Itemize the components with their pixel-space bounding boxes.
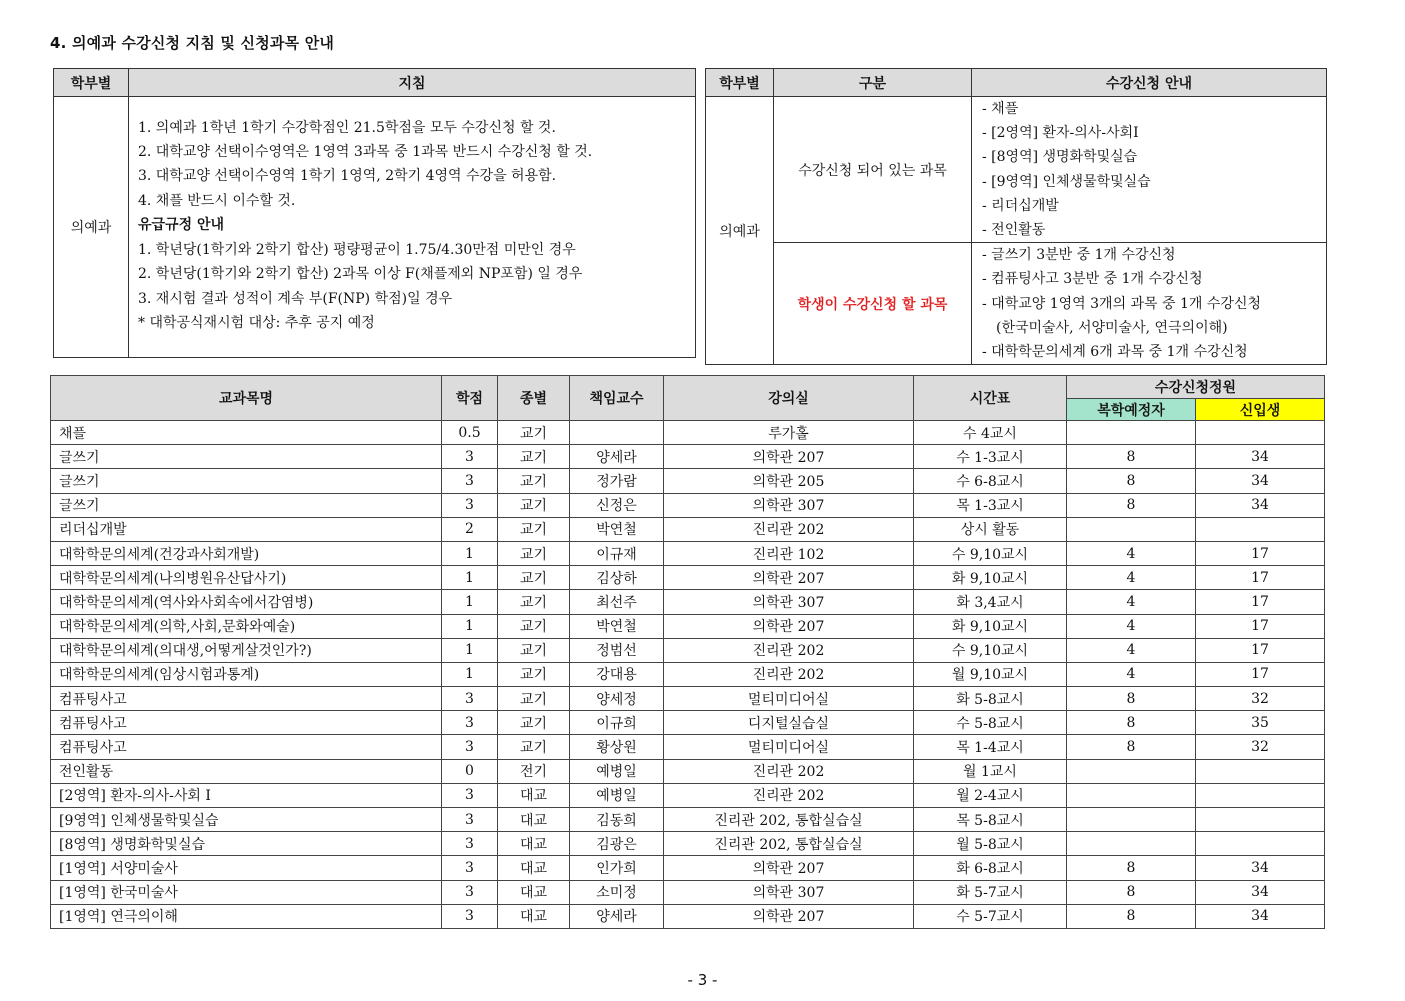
credits-cell: 3 [442, 856, 498, 880]
credits-cell: 1 [442, 662, 498, 686]
credits-cell: 3 [442, 880, 498, 904]
schedule-cell: 수 9,10교시 [914, 541, 1067, 565]
table-row [51, 711, 1325, 735]
professor-cell: 양세정 [570, 687, 664, 711]
section-title: 4. 의예과 수강신청 지침 및 신청과목 안내 [50, 34, 335, 52]
room-cell: 의학관 307 [664, 493, 914, 517]
room-cell: 진리관 202 [664, 638, 914, 662]
professor-cell: 박연철 [570, 517, 664, 541]
credits-cell: 1 [442, 566, 498, 590]
course-type-cell: 교기 [498, 566, 570, 590]
quota-returning-cell: 8 [1067, 711, 1196, 735]
quota-returning-cell [1067, 808, 1196, 832]
table-row [51, 735, 1325, 759]
header-room: 강의실 [664, 376, 914, 421]
room-cell: 진리관 202 [664, 783, 914, 807]
header-professor: 책임교수 [570, 376, 664, 421]
course-name-cell: 리더십개발 [51, 517, 442, 541]
room-cell: 의학관 307 [664, 590, 914, 614]
quota-freshman-cell: 17 [1196, 541, 1325, 565]
schedule-cell: 목 1-4교시 [914, 735, 1067, 759]
list-item: - 대학교양 1영역 3개의 과목 중 1개 수강신청 [982, 295, 1261, 312]
schedule-cell: 수 9,10교시 [914, 638, 1067, 662]
header-enrollment-guide: 수강신청 안내 [972, 69, 1327, 97]
professor-cell: 이규재 [570, 541, 664, 565]
enrollment-info-table [705, 68, 1327, 365]
table-row [51, 566, 1325, 590]
course-type-cell: 대교 [498, 783, 570, 807]
schedule-cell: 수 5-7교시 [914, 904, 1067, 928]
professor-cell: 정가람 [570, 469, 664, 493]
table-row [51, 445, 1325, 469]
course-type-cell: 전기 [498, 759, 570, 783]
schedule-cell: 화 9,10교시 [914, 566, 1067, 590]
course-type-cell: 대교 [498, 856, 570, 880]
room-cell: 진리관 202 [664, 759, 914, 783]
course-type-cell: 교기 [498, 687, 570, 711]
info-row-to-register [706, 243, 1327, 365]
room-cell: 의학관 207 [664, 856, 914, 880]
credits-cell: 3 [442, 711, 498, 735]
quota-returning-cell: 8 [1067, 493, 1196, 517]
course-name-cell: [8영역] 생명화학및실습 [51, 832, 442, 856]
schedule-cell: 월 5-8교시 [914, 832, 1067, 856]
course-name-cell: 컴퓨팅사고 [51, 735, 442, 759]
quota-freshman-cell: 35 [1196, 711, 1325, 735]
quota-returning-cell: 4 [1067, 662, 1196, 686]
schedule-cell: 화 6-8교시 [914, 856, 1067, 880]
list-item: - 글쓰기 3분반 중 1개 수강신청 [982, 247, 1176, 264]
professor-cell: 예병일 [570, 759, 664, 783]
quota-returning-cell [1067, 517, 1196, 541]
quota-freshman-cell [1196, 759, 1325, 783]
schedule-cell: 화 5-8교시 [914, 687, 1067, 711]
header-type: 종별 [498, 376, 570, 421]
list-item: - 전인활동 [982, 222, 1046, 239]
course-table-body [51, 421, 1325, 929]
table-row [51, 759, 1325, 783]
professor-cell: 인가희 [570, 856, 664, 880]
guideline-table [53, 68, 696, 358]
room-cell: 의학관 207 [664, 566, 914, 590]
table-row [51, 469, 1325, 493]
quota-returning-cell: 8 [1067, 880, 1196, 904]
professor-cell: 정범선 [570, 638, 664, 662]
course-type-cell: 교기 [498, 590, 570, 614]
credits-cell: 2 [442, 517, 498, 541]
list-item: (한국미술사, 서양미술사, 연극의이해) [996, 319, 1228, 336]
quota-freshman-cell: 17 [1196, 590, 1325, 614]
schedule-cell: 수 4교시 [914, 421, 1067, 445]
quota-freshman-cell: 17 [1196, 614, 1325, 638]
quota-freshman-cell [1196, 421, 1325, 445]
quota-freshman-cell: 17 [1196, 638, 1325, 662]
quota-freshman-cell: 17 [1196, 662, 1325, 686]
quota-freshman-cell: 34 [1196, 445, 1325, 469]
preregistered-course-list [972, 97, 1327, 243]
header-quota: 수강신청정원 [1067, 376, 1325, 399]
room-cell: 멀티미디어실 [664, 735, 914, 759]
guideline-line: 4. 채플 반드시 이수할 것. [138, 192, 296, 209]
header-schedule: 시간표 [914, 376, 1067, 421]
credits-cell: 3 [442, 808, 498, 832]
guideline-line: 3. 재시험 결과 성적이 계속 부(F(NP) 학점)일 경우 [138, 290, 453, 307]
credits-cell: 3 [442, 469, 498, 493]
schedule-cell: 수 6-8교시 [914, 469, 1067, 493]
quota-freshman-cell [1196, 517, 1325, 541]
info-row-preregistered [706, 97, 1327, 243]
schedule-cell: 월 2-4교시 [914, 783, 1067, 807]
course-name-cell: 컴퓨팅사고 [51, 711, 442, 735]
course-type-cell: 교기 [498, 662, 570, 686]
course-type-cell: 교기 [498, 517, 570, 541]
course-name-cell: 컴퓨팅사고 [51, 687, 442, 711]
room-cell: 멀티미디어실 [664, 687, 914, 711]
quota-returning-cell [1067, 759, 1196, 783]
quota-freshman-cell: 34 [1196, 904, 1325, 928]
professor-cell: 박연철 [570, 614, 664, 638]
course-name-cell: [1영역] 서양미술사 [51, 856, 442, 880]
course-name-cell: 대학학문의세계(임상시험과통계) [51, 662, 442, 686]
guideline-line: 3. 대학교양 선택이수영역 1학기 1영역, 2학기 4영역 수강을 허용함. [138, 168, 557, 185]
table-row [51, 590, 1325, 614]
course-type-cell: 대교 [498, 904, 570, 928]
credits-cell: 1 [442, 638, 498, 662]
info-header-row [706, 69, 1327, 97]
professor-cell: 강대용 [570, 662, 664, 686]
category-preregistered: 수강신청 되어 있는 과목 [774, 97, 972, 243]
schedule-cell: 화 9,10교시 [914, 614, 1067, 638]
credits-cell: 3 [442, 832, 498, 856]
table-row [51, 517, 1325, 541]
credits-cell: 3 [442, 904, 498, 928]
room-cell: 의학관 205 [664, 469, 914, 493]
header-guideline: 지침 [129, 69, 696, 97]
course-name-cell: [2영역] 환자-의사-사회 I [51, 783, 442, 807]
header-dept: 학부별 [54, 69, 129, 97]
course-type-cell: 대교 [498, 832, 570, 856]
quota-returning-cell [1067, 783, 1196, 807]
quota-returning-cell: 4 [1067, 541, 1196, 565]
category-to-register: 학생이 수강신청 할 과목 [774, 243, 972, 365]
quota-returning-cell: 4 [1067, 590, 1196, 614]
quota-freshman-cell: 34 [1196, 469, 1325, 493]
header-course-name: 교과목명 [51, 376, 442, 421]
to-register-course-list [972, 243, 1327, 365]
credits-cell: 0 [442, 759, 498, 783]
course-name-cell: 전인활동 [51, 759, 442, 783]
course-type-cell: 교기 [498, 469, 570, 493]
professor-cell: 양세라 [570, 904, 664, 928]
table-row [51, 493, 1325, 517]
table-row [51, 783, 1325, 807]
schedule-cell: 월 1교시 [914, 759, 1067, 783]
professor-cell: 최선주 [570, 590, 664, 614]
quota-returning-cell [1067, 832, 1196, 856]
page-number: - 3 - [687, 971, 718, 989]
professor-cell: 이규희 [570, 711, 664, 735]
room-cell: 루가홀 [664, 421, 914, 445]
professor-cell: 황상원 [570, 735, 664, 759]
room-cell: 의학관 207 [664, 904, 914, 928]
header-dept: 학부별 [706, 69, 774, 97]
table-row [51, 880, 1325, 904]
room-cell: 의학관 207 [664, 614, 914, 638]
room-cell: 진리관 102 [664, 541, 914, 565]
course-type-cell: 교기 [498, 711, 570, 735]
professor-cell [570, 421, 664, 445]
header-credits: 학점 [442, 376, 498, 421]
course-type-cell: 교기 [498, 493, 570, 517]
schedule-cell: 목 5-8교시 [914, 808, 1067, 832]
list-item: - 리더십개발 [982, 197, 1059, 214]
schedule-cell: 상시 활동 [914, 517, 1067, 541]
quota-returning-cell: 4 [1067, 614, 1196, 638]
guideline-line: * 대학공식재시험 대상: 추후 공지 예정 [138, 314, 375, 331]
course-type-cell: 교기 [498, 445, 570, 469]
quota-freshman-cell: 32 [1196, 735, 1325, 759]
professor-cell: 양세라 [570, 445, 664, 469]
quota-returning-cell: 8 [1067, 687, 1196, 711]
table-row [51, 832, 1325, 856]
course-type-cell: 교기 [498, 541, 570, 565]
quota-returning-cell: 8 [1067, 904, 1196, 928]
table-row [51, 541, 1325, 565]
professor-cell: 김상하 [570, 566, 664, 590]
table-row [51, 638, 1325, 662]
schedule-cell: 화 5-7교시 [914, 880, 1067, 904]
quota-freshman-cell: 34 [1196, 856, 1325, 880]
table-row [51, 687, 1325, 711]
guideline-line: 1. 학년당(1학기와 2학기 합산) 평량평균이 1.75/4.30만점 미만인 경우 [138, 241, 576, 258]
course-type-cell: 교기 [498, 614, 570, 638]
quota-freshman-cell [1196, 808, 1325, 832]
guideline-line: 2. 대학교양 선택이수영역은 1영역 3과목 중 1과목 반드시 수강신청 할 것. [138, 144, 593, 161]
quota-freshman-cell: 17 [1196, 566, 1325, 590]
quota-freshman-cell: 34 [1196, 493, 1325, 517]
quota-freshman-cell: 32 [1196, 687, 1325, 711]
header-quota-returning: 복학예정자 [1067, 399, 1196, 421]
course-name-cell: 글쓰기 [51, 469, 442, 493]
schedule-cell: 수 1-3교시 [914, 445, 1067, 469]
course-name-cell: 채플 [51, 421, 442, 445]
dept-cell: 의예과 [54, 97, 129, 358]
header-quota-freshman: 신입생 [1196, 399, 1325, 421]
room-cell: 진리관 202 [664, 517, 914, 541]
list-item: - [9영역] 인체생물학및실습 [982, 173, 1151, 190]
guideline-subheading: 유급규정 안내 [138, 217, 225, 234]
schedule-cell: 목 1-3교시 [914, 493, 1067, 517]
table-row [51, 856, 1325, 880]
credits-cell: 1 [442, 541, 498, 565]
schedule-cell: 화 3,4교시 [914, 590, 1067, 614]
quota-returning-cell [1067, 421, 1196, 445]
course-type-cell: 교기 [498, 735, 570, 759]
list-item: - [2영역] 환자-의사-사회I [982, 125, 1139, 142]
course-type-cell: 교기 [498, 638, 570, 662]
credits-cell: 1 [442, 590, 498, 614]
credits-cell: 0.5 [442, 421, 498, 445]
quota-returning-cell: 8 [1067, 445, 1196, 469]
course-name-cell: 글쓰기 [51, 445, 442, 469]
course-name-cell: [1영역] 한국미술사 [51, 880, 442, 904]
course-name-cell: 글쓰기 [51, 493, 442, 517]
list-item: - [8영역] 생명화학및실습 [982, 149, 1138, 166]
table-row [51, 421, 1325, 445]
quota-freshman-cell: 34 [1196, 880, 1325, 904]
credits-cell: 3 [442, 687, 498, 711]
quota-freshman-cell [1196, 832, 1325, 856]
list-item: - 컴퓨팅사고 3분반 중 1개 수강신청 [982, 271, 1203, 288]
guideline-row [54, 97, 696, 358]
course-header-row [51, 376, 1325, 399]
room-cell: 디지털실습실 [664, 711, 914, 735]
course-type-cell: 대교 [498, 880, 570, 904]
list-item: - 채플 [982, 101, 1019, 117]
schedule-cell: 수 5-8교시 [914, 711, 1067, 735]
guideline-body-cell [129, 97, 696, 358]
guideline-line: 2. 학년당(1학기와 2학기 합산) 2과목 이상 F(채플제외 NP포함) 일 경우 [138, 266, 583, 283]
course-name-cell: 대학학문의세계(건강과사회개발) [51, 541, 442, 565]
guideline-header-row [54, 69, 696, 97]
course-name-cell: [1영역] 연극의이해 [51, 904, 442, 928]
credits-cell: 3 [442, 445, 498, 469]
table-row [51, 808, 1325, 832]
schedule-cell: 월 9,10교시 [914, 662, 1067, 686]
professor-cell: 김광은 [570, 832, 664, 856]
dept-cell: 의예과 [706, 97, 774, 365]
credits-cell: 1 [442, 614, 498, 638]
professor-cell: 소미정 [570, 880, 664, 904]
quota-returning-cell: 4 [1067, 638, 1196, 662]
course-type-cell: 대교 [498, 808, 570, 832]
credits-cell: 3 [442, 783, 498, 807]
room-cell: 진리관 202, 통합실습실 [664, 808, 914, 832]
course-name-cell: 대학학문의세계(의대생,어떻게살것인가?) [51, 638, 442, 662]
course-name-cell: 대학학문의세계(역사와사회속에서감염병) [51, 590, 442, 614]
quota-returning-cell: 8 [1067, 469, 1196, 493]
professor-cell: 김동희 [570, 808, 664, 832]
room-cell: 진리관 202, 통합실습실 [664, 832, 914, 856]
room-cell: 의학관 307 [664, 880, 914, 904]
course-type-cell: 교기 [498, 421, 570, 445]
guideline-line: 1. 의예과 1학년 1학기 수강학점인 21.5학점을 모두 수강신청 할 것. [138, 119, 556, 136]
course-name-cell: 대학학문의세계(의학,사회,문화와예술) [51, 614, 442, 638]
professor-cell: 신정은 [570, 493, 664, 517]
room-cell: 진리관 202 [664, 662, 914, 686]
table-row [51, 662, 1325, 686]
guideline-lines [129, 105, 695, 350]
course-name-cell: 대학학문의세계(나의병원유산답사기) [51, 566, 442, 590]
table-row [51, 904, 1325, 928]
course-table [50, 375, 1325, 929]
room-cell: 의학관 207 [664, 445, 914, 469]
quota-freshman-cell [1196, 783, 1325, 807]
professor-cell: 예병일 [570, 783, 664, 807]
quota-returning-cell: 8 [1067, 856, 1196, 880]
header-category: 구분 [774, 69, 972, 97]
credits-cell: 3 [442, 735, 498, 759]
course-name-cell: [9영역] 인체생물학및실습 [51, 808, 442, 832]
table-row [51, 614, 1325, 638]
quota-returning-cell: 4 [1067, 566, 1196, 590]
list-item: - 대학학문의세계 6개 과목 중 1개 수강신청 [982, 344, 1248, 361]
credits-cell: 3 [442, 493, 498, 517]
quota-returning-cell: 8 [1067, 735, 1196, 759]
